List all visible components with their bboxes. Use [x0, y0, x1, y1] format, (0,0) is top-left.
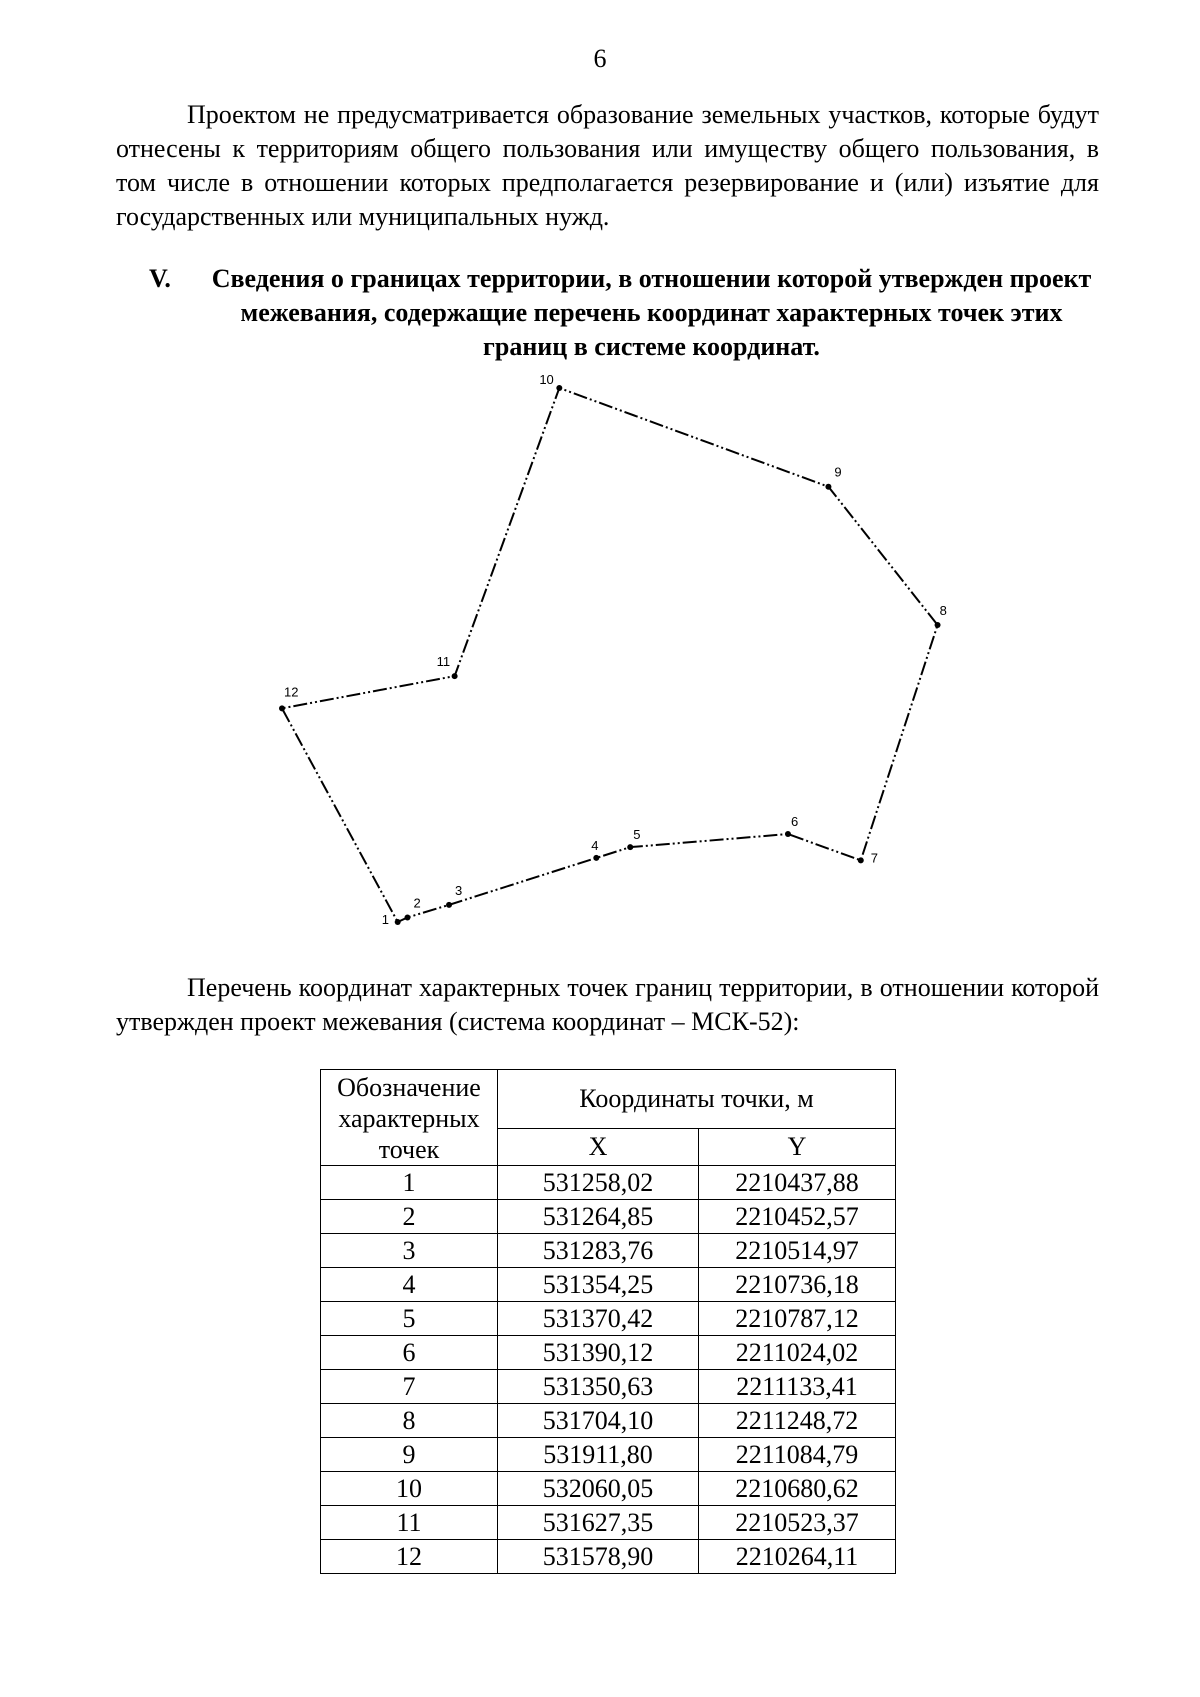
- point-cell: 2: [321, 1200, 498, 1234]
- header-coordinates: Координаты точки, м: [498, 1070, 896, 1129]
- y-cell: 2210437,88: [699, 1166, 896, 1200]
- section-number: V.: [149, 264, 171, 293]
- boundary-point-label: 1: [381, 912, 389, 927]
- y-cell: 2211024,02: [699, 1336, 896, 1370]
- x-cell: 532060,05: [498, 1472, 699, 1506]
- y-cell: 2210452,57: [699, 1200, 896, 1234]
- boundary-point-marker: [556, 385, 562, 391]
- table-row: [321, 1540, 896, 1574]
- boundary-point-label: 8: [939, 602, 947, 618]
- y-cell: 2210264,11: [699, 1540, 896, 1574]
- point-cell: 5: [321, 1302, 498, 1336]
- boundary-points: [279, 372, 947, 927]
- x-cell: 531350,63: [498, 1370, 699, 1404]
- y-cell: 2210514,97: [699, 1234, 896, 1268]
- boundary-point-marker: [404, 914, 410, 920]
- table-row: [321, 1370, 896, 1404]
- boundary-point-label: 10: [539, 372, 554, 387]
- header-x: X: [498, 1128, 699, 1165]
- y-cell: 2211084,79: [699, 1438, 896, 1472]
- boundary-point-label: 4: [591, 837, 599, 853]
- boundary-point-marker: [825, 484, 831, 490]
- boundary-point-marker: [593, 855, 599, 861]
- section-heading: [116, 262, 1099, 364]
- x-cell: 531370,42: [498, 1302, 699, 1336]
- point-cell: 3: [321, 1234, 498, 1268]
- coordinates-table-body: [321, 1166, 896, 1574]
- section-title: Сведения о границах территории, в отношении которой утвержден проект межевания, содержащие перечень координат характерных точек этих границ в системе координат.: [211, 264, 1092, 361]
- boundary-point-marker: [279, 705, 285, 711]
- y-cell: 2210736,18: [699, 1268, 896, 1302]
- point-cell: 10: [321, 1472, 498, 1506]
- boundary-point-label: 11: [436, 654, 451, 670]
- boundary-point-label: 2: [413, 895, 421, 911]
- x-cell: 531704,10: [498, 1404, 699, 1438]
- boundary-point-label: 6: [790, 814, 799, 830]
- point-cell: 6: [321, 1336, 498, 1370]
- boundary-point-marker: [452, 673, 458, 679]
- boundary-point-marker: [627, 844, 633, 850]
- boundary-point-marker: [785, 831, 791, 837]
- point-cell: 1: [321, 1166, 498, 1200]
- table-row: [321, 1166, 896, 1200]
- table-row: [321, 1336, 896, 1370]
- table-row: [321, 1438, 896, 1472]
- boundary-point-label: 5: [633, 827, 641, 843]
- x-cell: 531578,90: [498, 1540, 699, 1574]
- boundary-point-marker: [858, 857, 864, 863]
- y-cell: 2211248,72: [699, 1404, 896, 1438]
- boundary-point-label: 3: [455, 882, 463, 898]
- point-cell: 7: [321, 1370, 498, 1404]
- boundary-point-label: 12: [284, 684, 299, 700]
- y-cell: 2211133,41: [699, 1370, 896, 1404]
- boundary-plan: [0, 360, 1200, 940]
- boundary-point-marker: [935, 622, 941, 628]
- point-cell: 4: [321, 1268, 498, 1302]
- header-designation: Обозначение характерных точек: [321, 1070, 498, 1166]
- x-cell: 531258,02: [498, 1166, 699, 1200]
- point-cell: 11: [321, 1506, 498, 1540]
- table-row: [321, 1472, 896, 1506]
- table-row: [321, 1404, 896, 1438]
- header-y: Y: [699, 1128, 896, 1165]
- x-cell: 531354,25: [498, 1268, 699, 1302]
- x-cell: 531911,80: [498, 1438, 699, 1472]
- table-row: [321, 1200, 896, 1234]
- coordinates-table: [320, 1069, 896, 1574]
- boundary-point-label: 9: [834, 464, 842, 480]
- point-cell: 12: [321, 1540, 498, 1574]
- point-cell: 9: [321, 1438, 498, 1472]
- boundary-point-label: 7: [870, 850, 879, 866]
- boundary-point-marker: [446, 902, 452, 908]
- intro-paragraph: Проектом не предусматривается образование земельных участков, которые будут отнесены к территориям общего пользования или имуществу общего пользования, в том числе в отношении которых предполагается резервирование и (или) изъятие для государственных или муниципальных нужд.: [116, 100, 1099, 231]
- y-cell: 2210680,62: [699, 1472, 896, 1506]
- boundary-point-marker: [395, 919, 401, 925]
- y-cell: 2210523,37: [699, 1506, 896, 1540]
- y-cell: 2210787,12: [699, 1302, 896, 1336]
- x-cell: 531627,35: [498, 1506, 699, 1540]
- table-row: [321, 1302, 896, 1336]
- coordinates-list-intro: Перечень координат характерных точек границ территории, в отношении которой утвержден проект межевания (система координат – МСК-52):: [116, 973, 1099, 1036]
- x-cell: 531283,76: [498, 1234, 699, 1268]
- table-row: [321, 1506, 896, 1540]
- table-row: [321, 1234, 896, 1268]
- table-row: [321, 1268, 896, 1302]
- x-cell: 531264,85: [498, 1200, 699, 1234]
- page-number: 6: [593, 44, 607, 73]
- point-cell: 8: [321, 1404, 498, 1438]
- x-cell: 531390,12: [498, 1336, 699, 1370]
